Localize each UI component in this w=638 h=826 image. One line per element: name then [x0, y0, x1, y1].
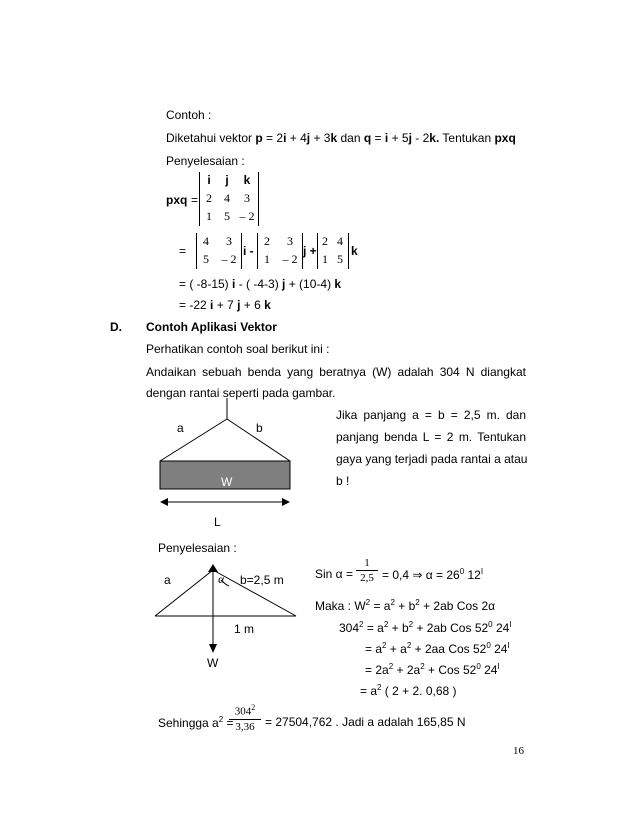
matrix-cell: i	[207, 173, 211, 187]
fig2-label-w: W	[207, 656, 219, 670]
fig2-label-m: 1 m	[234, 622, 255, 636]
maka-line: Maka : $W^2 = a^2 + b^2 + 2ab$ Cos 2α	[315, 598, 496, 613]
arrow-head-right	[282, 498, 290, 506]
matrix-cell: j	[225, 173, 229, 187]
sehingga-fraction: $304^2$ 3,36	[229, 703, 261, 733]
problem-line-1: Andaikan sebuah benda yang beratnya (W) adalah 304 N diangkat	[146, 365, 526, 379]
matrix-cell: 1	[206, 209, 212, 223]
label-a: a	[177, 421, 184, 435]
problem-line-2: dengan rantai seperti pada gambar.	[146, 386, 336, 400]
arrow-head-left	[160, 498, 168, 506]
section-title: Contoh Aplikasi Vektor	[146, 320, 277, 334]
force-triangle-figure	[150, 560, 310, 655]
fig2-label-a: a	[164, 573, 171, 587]
top-arrow-head	[208, 564, 218, 572]
matrix-cell: 5	[224, 209, 230, 223]
op-j: j +	[303, 244, 317, 258]
side-line-4: b !	[336, 474, 350, 488]
page-number: 16	[513, 745, 524, 757]
matrix-cell: 2	[206, 191, 212, 205]
equation-line-4: = $2a^2 + 2a^2$ + Cos $52^0$ $24^I$	[365, 662, 500, 677]
fig2-label-b: b=2,5 m	[240, 573, 284, 587]
sin-fraction: 1 2,5	[356, 557, 378, 584]
equals-sign: =	[179, 244, 187, 258]
section-letter: D.	[110, 320, 122, 334]
given-statement: Diketahui vektor p = 2i + 4j + 3k dan q = i + 5j - 2k. Tentukan pxq	[166, 131, 516, 145]
side-line-3: gaya yang terjadi pada rantai a atau	[336, 452, 528, 466]
equals-sign: =	[191, 193, 199, 207]
minor-i: 4 3 5 – 2	[196, 233, 242, 269]
intro-text: Perhatikan contoh soal berikut ini :	[146, 342, 330, 356]
sehingga-lhs: Sehingga $a^2$ =	[158, 715, 234, 730]
matrix-cell: 3	[244, 191, 250, 205]
equation-line-2: $304^2 = a^2 + b^2 + 2ab$ Cos $52^0$ $24^I$	[339, 620, 512, 635]
step-1: = ( -8-15) i - ( -4-3) j + (10-4) k	[179, 277, 342, 291]
solution-label-2: Penyelesaian :	[158, 541, 237, 555]
sin-lhs: Sin α =	[315, 567, 353, 581]
label-l: L	[214, 515, 221, 529]
op-i: i -	[243, 244, 254, 258]
hanging-weight-figure	[150, 398, 300, 522]
step-2: = -22 i + 7 j + 6 k	[179, 298, 271, 312]
pxq-label: pxq	[166, 193, 188, 207]
op-k: k	[351, 244, 358, 258]
fig2-alpha: α	[218, 572, 225, 586]
label-b: b	[256, 421, 263, 435]
label-w: W	[221, 475, 233, 489]
weight-arrow-head	[209, 644, 217, 653]
matrix-cell: – 2	[239, 209, 255, 223]
solution-label-1: Penyelesaian :	[166, 154, 245, 168]
minor-k: 2 4 1 5	[317, 233, 349, 269]
side-line-1: Jika panjang a = b = 2,5 m. dan	[336, 408, 526, 422]
minor-j: 2 3 1 – 2	[257, 233, 303, 269]
matrix-cell: 4	[224, 191, 230, 205]
equation-line-5: = $a^2$ ( 2 + 2. 0,68 )	[360, 683, 457, 698]
sehingga-rhs: = 27504,762 . Jadi a adalah 165,85 N	[265, 715, 466, 729]
matrix-cell: k	[243, 173, 251, 187]
sin-rhs: = 0,4 ⇒ $\alpha = 26^0$ $12^I$	[382, 567, 484, 582]
chain-a	[160, 419, 227, 461]
side-line-2: panjang benda L = 2 m. Tentukan	[336, 430, 526, 444]
equation-line-3: = $a^2 + a^2 + 2aa$ Cos $52^0$ $24^I$	[365, 641, 510, 656]
example-title: Contoh :	[166, 108, 212, 122]
determinant-3x3	[199, 172, 259, 226]
